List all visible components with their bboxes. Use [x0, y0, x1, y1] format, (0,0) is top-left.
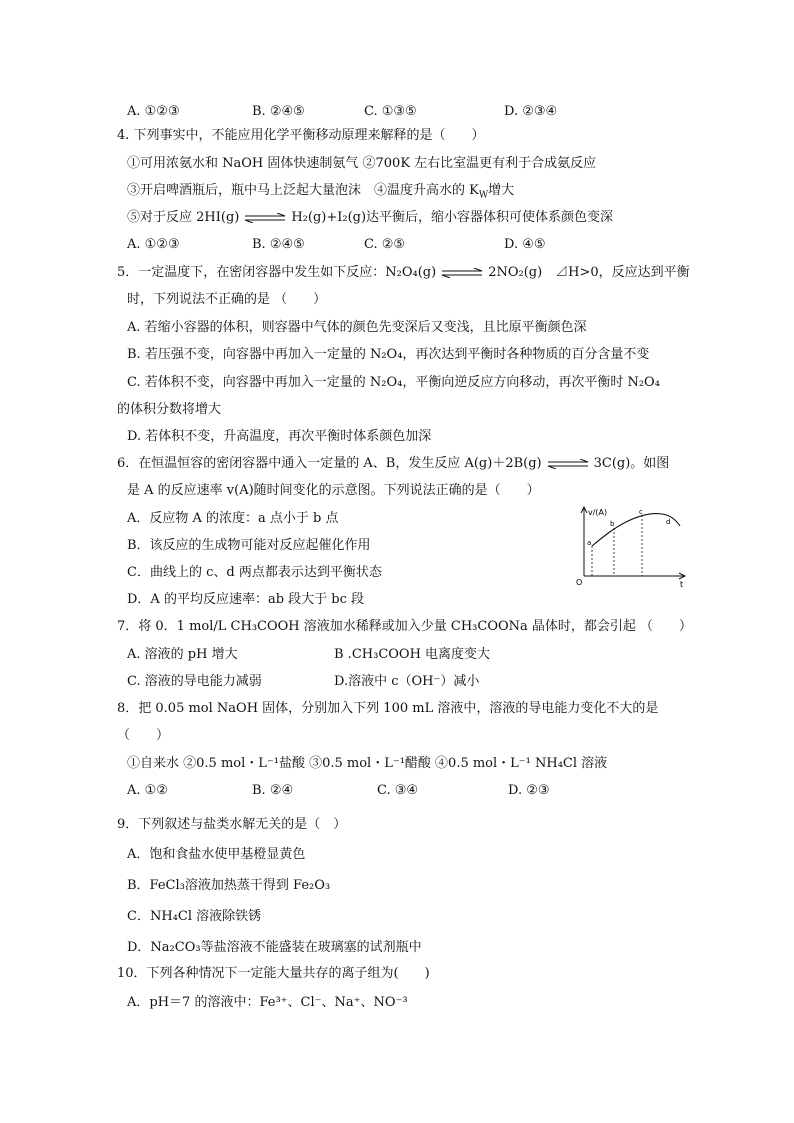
- q3-option-a: A. ①②③: [127, 104, 180, 119]
- q8-items: ①自来水 ②0.5 mol・L⁻¹盐酸 ③0.5 mol・L⁻¹醋酸 ④0.5 mol・L⁻¹ NH₄Cl 溶液: [127, 756, 608, 771]
- q6-stem: [117, 455, 669, 473]
- q8-option-c: C. ③④: [377, 783, 419, 798]
- q6-option-d: D．A 的平均反应速率：ab 段大于 bc 段: [127, 592, 365, 607]
- point-c-label: c: [639, 508, 643, 516]
- q4-kw-subscript: W: [478, 190, 489, 201]
- q5-stem-left: 5．一定温度下，在密闭容器中发生如下反应：N₂O₄(g): [117, 265, 437, 280]
- graph-origin-label: O: [576, 578, 583, 587]
- q4-statement-3: [127, 209, 613, 227]
- q6-option-b: B．该反应的生成物可能对反应起催化作用: [127, 538, 371, 553]
- point-d-label: d: [666, 518, 671, 526]
- q7-option-d: D.溶液中 c（OH⁻）减小: [334, 674, 480, 689]
- q4-option-a: A. ①②③: [127, 237, 180, 252]
- q4-statement-1: ①可用浓氨水和 NaOH 固体快速制氨气 ②700K 左右比室温更有利于合成氨反应: [127, 156, 597, 171]
- point-b-label: b: [610, 520, 615, 528]
- q6-option-c: C．曲线上的 c、d 两点都表示达到平衡状态: [127, 565, 382, 580]
- q5-stem-right: 2NO₂(g) ⊿H>0，反应达到平衡: [488, 265, 690, 280]
- q5-stem-line-2: 时，下列说法不正确的是 （ ）: [127, 292, 327, 307]
- q10-option-a: A．pH＝7 的溶液中：Fe³⁺、Cl⁻、Na⁺、NO⁻³: [127, 995, 408, 1010]
- q10-stem: 10．下列各种情况下一定能大量共存的离子组为( ): [117, 966, 430, 981]
- q4-option-d: D. ④⑤: [504, 237, 546, 252]
- point-a-label: a: [587, 539, 592, 547]
- q5-option-d: D. 若体积不变，升高温度，再次平衡时体系颜色加深: [127, 429, 432, 444]
- q8-option-a: A. ①②: [127, 783, 168, 798]
- q6-option-a: A．反应物 A 的浓度：a 点小于 b 点: [127, 511, 339, 526]
- q5-option-c: C. 若体积不变，向容器中再加入一定量的 N₂O₄，平衡向逆反应方向移动，再次平衡时 N₂O₄: [127, 375, 660, 390]
- graph-x-label: t: [680, 580, 684, 589]
- q8-stem-line-2: （ ）: [117, 728, 170, 743]
- q4-statement-3-left: ⑤对于反应 2HI(g): [127, 210, 240, 225]
- q3-option-d: D. ②③④: [504, 104, 558, 119]
- q4-statement-2: [127, 182, 514, 205]
- equilibrium-arrow-icon: [546, 459, 590, 469]
- graph-y-label: v/(A): [588, 508, 608, 517]
- q4-stem: 4. 下列事实中，不能应用化学平衡移动原理来解释的是（ ）: [117, 128, 485, 143]
- q9-option-b: B．FeCl₃溶液加热蒸干得到 Fe₂O₃: [127, 878, 331, 893]
- q5-option-c-cont: 的体积分数将增大: [117, 402, 222, 417]
- q7-stem: 7．将 0．1 mol/L CH₃COOH 溶液加水稀释或加入少量 CH₃COONa 晶体时，都会引起 （ ）: [117, 619, 693, 634]
- q9-option-d: D．Na₂CO₃等盐溶液不能盛装在玻璃塞的试剂瓶中: [127, 940, 422, 955]
- rate-time-graph: [570, 504, 690, 590]
- q8-option-d: D. ②③: [508, 783, 550, 798]
- q3-option-c: C. ①③⑤: [364, 104, 417, 119]
- q9-stem: 9．下列叙述与盐类水解无关的是（ ）: [117, 817, 347, 832]
- q8-option-b: B. ②④: [252, 783, 294, 798]
- q6-stem-line-2: 是 A 的反应速率 v(A)随时间变化的示意图。下列说法正确的是（ ）: [127, 483, 540, 498]
- q7-option-a: A. 溶液的 pH 增大: [127, 647, 238, 662]
- q6-stem-right: 3C(g)。如图: [593, 456, 670, 471]
- q6-stem-left: 6．在恒温恒容的密闭容器中通入一定量的 A、B，发生反应 A(g)＋2B(g): [117, 456, 542, 471]
- equilibrium-arrow-icon: [243, 213, 287, 223]
- q5-option-b: B. 若压强不变，向容器中再加入一定量的 N₂O₄，再次达到平衡时各种物质的百分含量不变: [127, 347, 650, 362]
- q4-statement-2-text: ③开启啤酒瓶后，瓶中马上泛起大量泡沫 ④温度升高水的 K: [127, 183, 479, 198]
- q4-statement-3-right: H₂(g)+I₂(g)达平衡后，缩小容器体积可使体系颜色变深: [291, 210, 614, 225]
- q4-statement-2-end: 增大: [488, 183, 515, 198]
- q5-stem: [117, 264, 690, 282]
- q8-stem: 8．把 0.05 mol NaOH 固体，分别加入下列 100 mL 溶液中，溶液的导电能力变化不大的是: [117, 701, 659, 716]
- q5-option-a: A. 若缩小容器的体积，则容器中气体的颜色先变深后又变浅，且比原平衡颜色深: [127, 320, 587, 335]
- q9-option-a: A．饱和食盐水使甲基橙显黄色: [127, 847, 306, 862]
- q3-option-b: B. ②④⑤: [252, 104, 305, 119]
- q4-option-b: B. ②④⑤: [252, 237, 305, 252]
- q7-option-c: C. 溶液的导电能力减弱: [127, 674, 262, 689]
- equilibrium-arrow-icon: [440, 268, 484, 278]
- q4-option-c: C. ②⑤: [364, 237, 406, 252]
- q7-option-b: B .CH₃COOH 电离度变大: [334, 647, 491, 662]
- q9-option-c: C．NH₄Cl 溶液除铁锈: [127, 909, 262, 924]
